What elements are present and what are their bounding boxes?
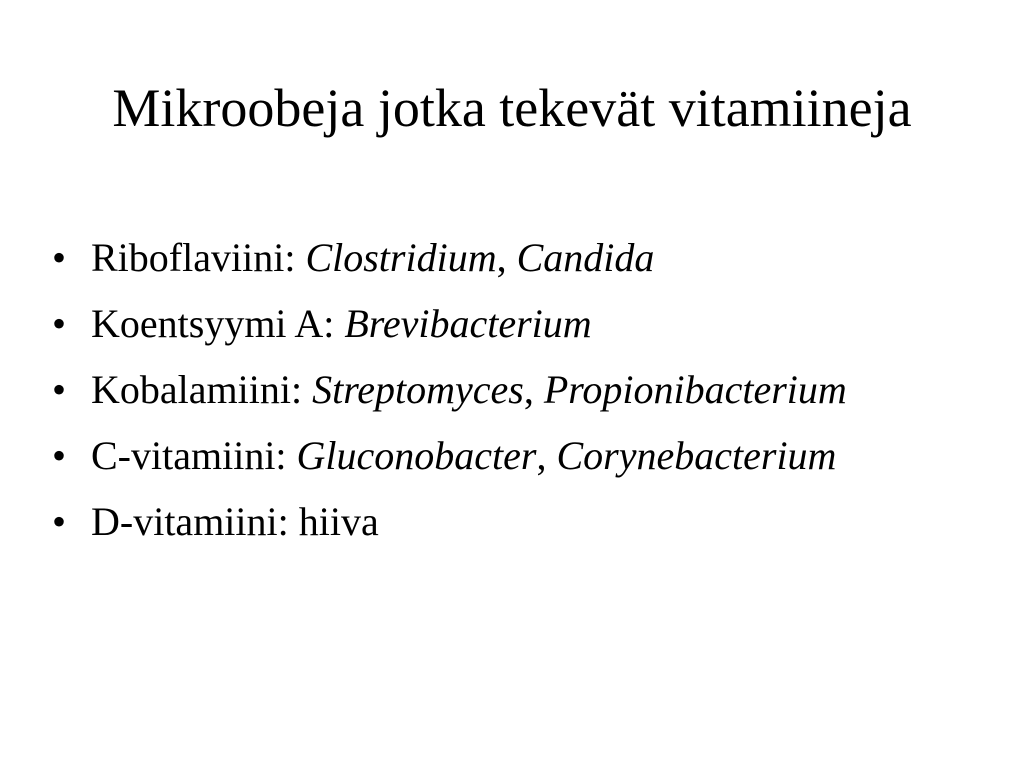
list-item-d-vitamiini	[52, 490, 1012, 556]
bullet-icon: •	[52, 301, 67, 346]
bullet-icon: •	[52, 499, 67, 544]
organism-name: Clostridium	[305, 235, 497, 280]
separator: ,	[496, 235, 517, 280]
list-item-kobalamiini	[52, 358, 1012, 424]
organism-name: Candida	[516, 235, 655, 280]
bullet-icon: •	[52, 235, 67, 280]
bullet-icon: •	[52, 433, 67, 478]
vitamin-label: Riboflaviini:	[91, 235, 306, 280]
list-item-c-vitamiini	[52, 424, 1012, 490]
list-item-riboflaviini	[52, 226, 1012, 292]
vitamin-label: Koentsyymi A:	[91, 301, 345, 346]
vitamin-label: C-vitamiini:	[91, 433, 297, 478]
bullet-icon: •	[52, 367, 67, 412]
organism-name: Gluconobacter	[296, 433, 537, 478]
slide-title: Mikroobeja jotka tekevät vitamiineja	[112, 78, 912, 138]
vitamin-label: Kobalamiini:	[91, 367, 313, 412]
vitamin-label: D-vitamiini: hiiva	[91, 499, 379, 544]
separator: ,	[523, 367, 544, 412]
organism-name: Corynebacterium	[556, 433, 837, 478]
list-item-koentsyymi-a	[52, 292, 1012, 358]
organism-name: Propionibacterium	[543, 367, 847, 412]
separator: ,	[536, 433, 557, 478]
bullet-list	[52, 226, 1012, 556]
organism-name: Brevibacterium	[344, 301, 592, 346]
organism-name: Streptomyces	[312, 367, 524, 412]
